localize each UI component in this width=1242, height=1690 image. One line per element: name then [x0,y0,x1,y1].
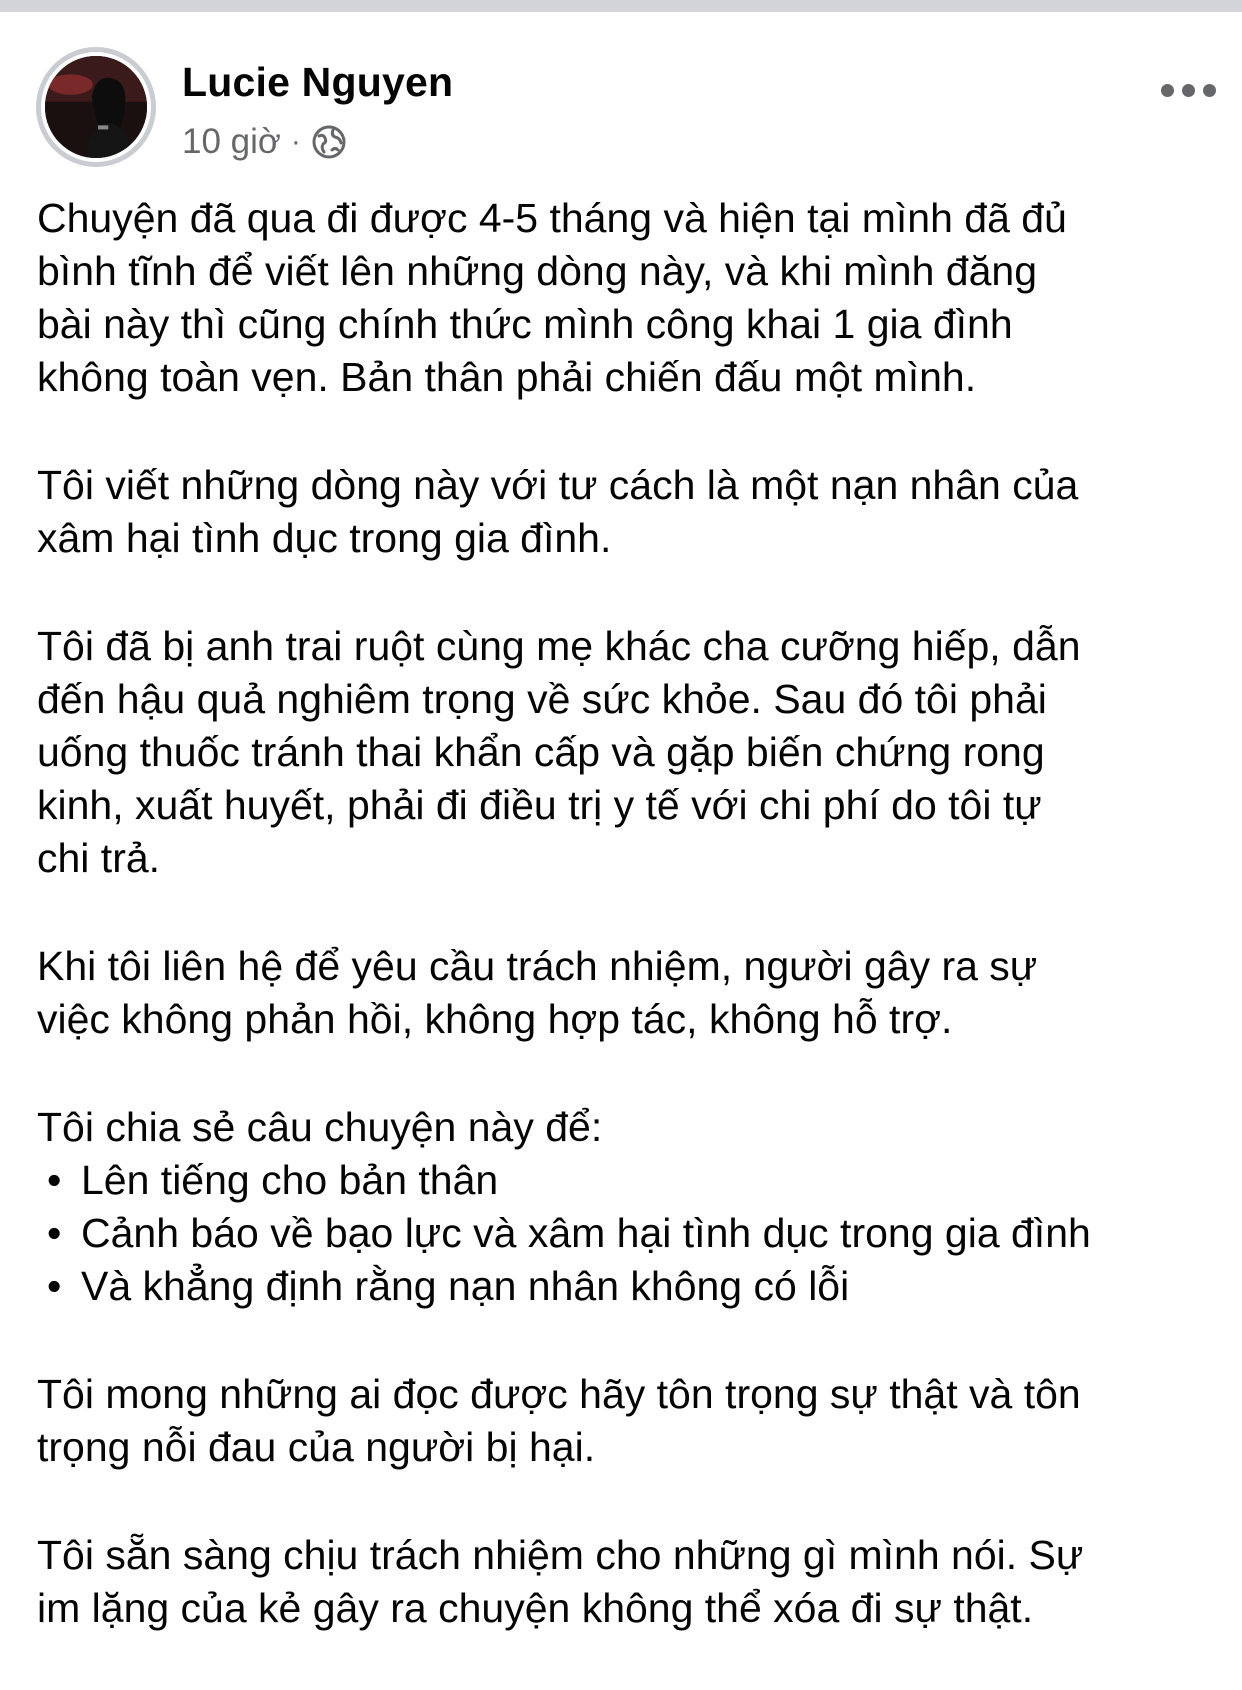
meta-separator: · [290,125,301,158]
text-line: Tôi đã bị anh trai ruột cùng mẹ khác cha cưỡng hiếp, dẫn [37,623,1081,669]
share-intro: Tôi chia sẻ câu chuyện này để: [37,1104,603,1150]
post-header [0,12,1242,172]
text-line: Chuyện đã qua đi được 4-5 tháng và hiện tại mình đã đủ [37,195,1067,241]
text-line: Khi tôi liên hệ để yêu cầu trách nhiệm, người gây ra sự [37,943,1038,989]
text-line: chi trả. [37,835,161,881]
bullet-list [37,1154,1227,1313]
more-horizontal-icon [1161,84,1174,97]
post-paragraph [37,192,1227,404]
more-horizontal-icon [1182,84,1195,97]
facebook-post [0,12,1242,1670]
text-line: xâm hại tình dục trong gia đình. [37,515,612,561]
globe-icon[interactable] [311,124,347,160]
top-divider [0,0,1242,12]
text-line: trọng nỗi đau của người bị hại. [37,1424,596,1470]
bullet-item: • Lên tiếng cho bản thân [37,1154,1227,1207]
text-line: kinh, xuất huyết, phải đi điều trị y tế với chi phí do tôi tự [37,782,1042,828]
post-paragraph [37,1368,1227,1474]
share-section [37,1101,1227,1313]
text-line: Tôi sẵn sàng chịu trách nhiệm cho những gì mình nói. Sự [37,1532,1084,1578]
text-line: Tôi mong những ai đọc được hãy tôn trọng sự thật và tôn [37,1371,1081,1417]
avatar-image-icon [45,56,147,158]
post-meta [182,120,347,164]
bullet-item: • Và khẳng định rằng nạn nhân không có lỗi [37,1260,1227,1313]
text-line: việc không phản hồi, không hợp tác, không hỗ trợ. [37,996,953,1042]
text-line: im lặng của kẻ gây ra chuyện không thể xóa đi sự thật. [37,1585,1034,1631]
avatar-photo [45,56,147,158]
post-paragraph [37,459,1227,565]
post-paragraph [37,620,1227,885]
text-line: bài này thì cũng chính thức mình công khai 1 gia đình [37,301,1013,347]
post-body [37,192,1227,1690]
text-line: Tôi viết những dòng này với tư cách là một nạn nhân của [37,462,1079,508]
post-paragraph [37,1529,1227,1635]
post-paragraph [37,940,1227,1046]
post-timestamp[interactable]: 10 giờ [182,122,281,161]
text-line: uống thuốc tránh thai khẩn cấp và gặp biến chứng rong [37,729,1045,775]
more-options-button[interactable] [1148,72,1228,108]
more-horizontal-icon [1203,84,1216,97]
bullet-item: • Cảnh báo về bạo lực và xâm hại tình dục trong gia đình [37,1207,1227,1260]
text-line: không toàn vẹn. Bản thân phải chiến đấu một mình. [37,354,977,400]
text-line: bình tĩnh để viết lên những dòng này, và khi mình đăng [37,248,1037,294]
avatar[interactable] [36,47,156,167]
author-name[interactable]: Lucie Nguyen [182,59,454,105]
text-line: đến hậu quả nghiêm trọng về sức khỏe. Sau đó tôi phải [37,676,1047,722]
